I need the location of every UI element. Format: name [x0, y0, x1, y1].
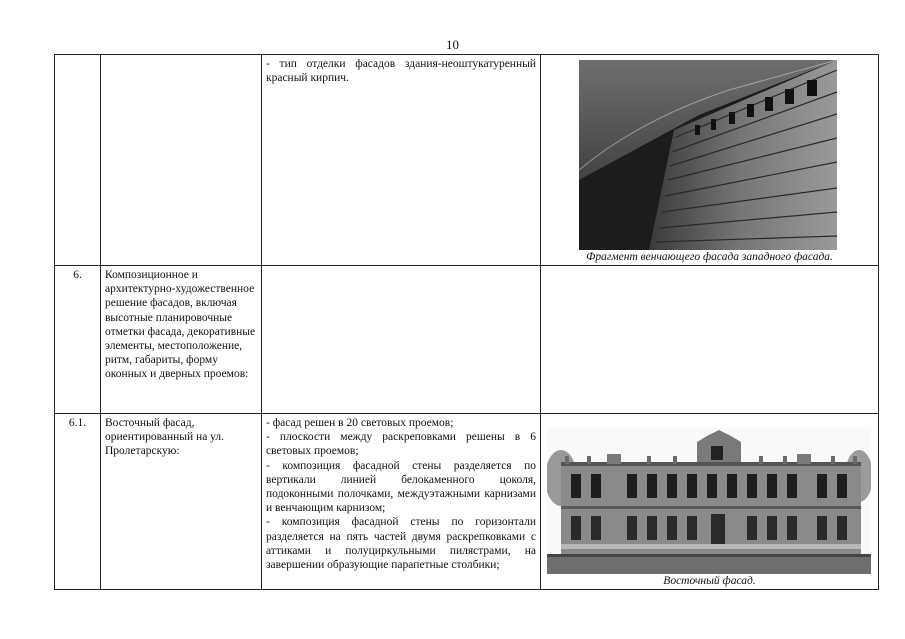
cornice-photo	[579, 60, 837, 250]
photo-caption: Фрагмент венчающего фасада западного фасада.	[586, 251, 833, 263]
row-label: Композиционное и архитектурно-художественное решение фасадов, включая высотные планировочные отметки фасада, декоративные элементы, местоположение, ритм, габариты, форму оконных и дверных проемов:	[101, 266, 262, 414]
row-label: Восточный фасад, ориентированный на ул. Пролетарскую:	[101, 414, 262, 590]
finish-type-text: - тип отделки фасадов здания-неоштукатуренный красный кирпич.	[266, 58, 536, 85]
desc-item: - фасад решен в 20 световых проемов;	[266, 417, 454, 429]
row-number: 6.1.	[55, 414, 101, 590]
desc-item: - композиция фасадной стены разделяется по вертикали линией белокаменного цоколя, подоконными полочками, междуэтажными карнизами и венчающим карнизом;	[266, 459, 536, 515]
table-row	[55, 266, 879, 414]
row-number	[55, 55, 101, 266]
page-number: 10	[446, 37, 459, 52]
desc-item: - плоскости между раскреповками решены в 6 световых проемов;	[266, 431, 536, 458]
desc-item: - композиция фасадной стены по горизонтали разделяется на пять частей двумя раскрепковками с аттиками и полуциркульными пилястрами, на завершении образующие парапетные столбики;	[266, 516, 536, 572]
photo-caption: Восточный фасад.	[663, 575, 756, 587]
table-row	[55, 414, 879, 590]
row-label	[101, 55, 262, 266]
facade-table	[54, 54, 879, 590]
east-facade-photo	[547, 428, 871, 574]
row-number: 6.	[55, 266, 101, 414]
table-row	[55, 55, 879, 266]
